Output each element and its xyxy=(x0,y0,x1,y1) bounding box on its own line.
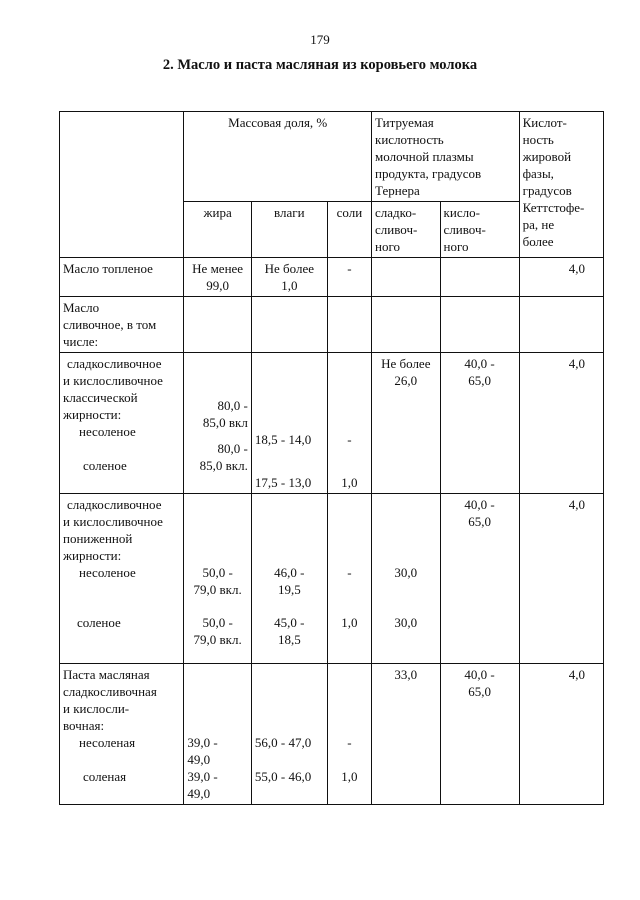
cell-salt xyxy=(327,664,371,805)
row-label-line: сладкосливочное xyxy=(67,497,162,512)
cell-moisture xyxy=(251,664,327,805)
cell-text: 85,0 вкл. xyxy=(199,458,248,473)
fat-acidity-line: более xyxy=(522,234,554,249)
unsalted-label: несоленое xyxy=(79,424,136,439)
cell-text: - xyxy=(347,261,352,276)
cell-fat xyxy=(184,353,251,494)
fat-acidity-line: Кеттстофе- xyxy=(522,200,585,215)
cell-text: 30,0 xyxy=(394,565,418,580)
cell-text: 1,0 xyxy=(281,278,298,293)
cell-text: 99,0 xyxy=(206,278,229,293)
mass-fraction-header xyxy=(184,112,372,202)
cell-text: Не более xyxy=(264,261,314,276)
cell-fat-acidity xyxy=(519,664,603,805)
salt-header xyxy=(327,202,371,258)
cell-text: 40,0 - xyxy=(464,497,495,512)
row-label-line: жирности: xyxy=(63,548,122,563)
table-row xyxy=(60,664,604,805)
cell-sour xyxy=(440,258,519,297)
cell-text: Не менее xyxy=(192,261,244,276)
cell-text: 49,0 xyxy=(187,752,211,767)
empty-header-cell xyxy=(60,112,184,258)
cell-text: 1,0 xyxy=(341,615,358,630)
table-row xyxy=(60,258,604,297)
row-label xyxy=(60,258,184,297)
table-row xyxy=(60,353,604,494)
row-label xyxy=(60,353,184,494)
sweet-cream-header xyxy=(372,202,441,258)
cell-text: 17,5 - 13,0 xyxy=(254,475,312,490)
sweet-cream-line: ного xyxy=(375,239,400,254)
cell-salt xyxy=(327,353,371,494)
cell-moisture xyxy=(251,258,327,297)
cell-salt xyxy=(327,258,371,297)
fat-label: жира xyxy=(203,205,232,220)
empty-cell xyxy=(440,297,519,353)
cell-text: 65,0 xyxy=(468,514,491,529)
fat-acidity-line: ра, не xyxy=(522,217,555,232)
salt-label: соли xyxy=(336,205,363,220)
sweet-cream-line: сливоч- xyxy=(375,222,418,237)
table-row xyxy=(60,494,604,664)
cell-text: 19,5 xyxy=(277,582,301,597)
plasma-acidity-line: Титруемая xyxy=(375,115,434,130)
plasma-acidity-line: молочной плазмы xyxy=(375,149,474,164)
cell-text: 50,0 - xyxy=(202,565,233,580)
cell-text: 4,0 xyxy=(568,261,585,276)
row-label-line: и кислосли- xyxy=(63,701,130,716)
page-number: 179 xyxy=(310,32,330,47)
plasma-acidity-header xyxy=(372,112,520,202)
cell-text: - xyxy=(347,432,352,447)
cell-text: 79,0 вкл. xyxy=(193,632,242,647)
sour-cream-line: кисло- xyxy=(443,205,480,220)
row-label-line: классической xyxy=(63,390,138,405)
cell-text: 56,0 - 47,0 xyxy=(254,735,312,750)
group-label-line: Масло xyxy=(63,300,100,315)
cell-sour xyxy=(440,353,519,494)
fat-acidity-line: жировой xyxy=(522,149,572,164)
salted-label: соленое xyxy=(83,458,127,473)
cell-text: 65,0 xyxy=(468,684,491,699)
row-label-line: сладкосливочное xyxy=(67,356,162,371)
sour-cream-line: ного xyxy=(443,239,469,254)
salted-label: соленое xyxy=(77,615,121,630)
cell-text: 18,5 - 14,0 xyxy=(254,432,312,447)
row-label-line: вочная: xyxy=(63,718,105,733)
plasma-acidity-line: Тернера xyxy=(375,183,420,198)
empty-cell xyxy=(251,297,327,353)
row-label-line: пониженной xyxy=(63,531,133,546)
cell-text: 4,0 xyxy=(568,497,585,512)
cell-text: 40,0 - xyxy=(464,667,495,682)
unsalted-label: несоленое xyxy=(79,565,136,580)
cell-text: - xyxy=(347,735,352,750)
cell-fat xyxy=(184,258,251,297)
row-label-line: сладкосливочная xyxy=(63,684,157,699)
cell-moisture xyxy=(251,494,327,664)
cell-sweet xyxy=(372,258,441,297)
cell-text: 40,0 - xyxy=(464,356,495,371)
sour-cream-line: сливоч- xyxy=(443,222,486,237)
cell-sweet xyxy=(372,494,441,664)
sweet-cream-line: сладко- xyxy=(375,205,417,220)
unsalted-label: несоленая xyxy=(79,735,136,750)
mass-fraction-label: Массовая доля, % xyxy=(228,115,328,130)
header-row-1 xyxy=(60,112,604,202)
moisture-label: влаги xyxy=(274,205,305,220)
cell-text: 4,0 xyxy=(568,667,585,682)
row-label xyxy=(60,297,184,353)
cell-text: 30,0 xyxy=(394,615,418,630)
cell-text: 80,0 - xyxy=(217,398,248,413)
cell-text: 39,0 - xyxy=(187,769,218,784)
cell-text: 50,0 - xyxy=(202,615,233,630)
fat-acidity-line: Кислот- xyxy=(522,115,567,130)
row-label-line: жирности: xyxy=(63,407,122,422)
group-label-line: числе: xyxy=(63,334,99,349)
cell-text: - xyxy=(347,565,352,580)
fat-phase-acidity-header xyxy=(519,112,603,258)
section-title: 2. Масло и паста масляная из коровьего молока xyxy=(162,57,478,73)
salted-label: соленая xyxy=(83,769,127,784)
cell-sour xyxy=(440,664,519,805)
cell-text: 79,0 вкл. xyxy=(193,582,242,597)
row-label-line: и кислосливочное xyxy=(63,373,163,388)
row-label xyxy=(60,494,184,664)
plasma-acidity-line: продукта, градусов xyxy=(375,166,482,181)
cell-text: 65,0 xyxy=(468,373,491,388)
empty-cell xyxy=(184,297,251,353)
cell-text: 1,0 xyxy=(341,475,358,490)
row-label xyxy=(60,664,184,805)
cell-text: 18,5 xyxy=(277,632,301,647)
cell-salt xyxy=(327,494,371,664)
fat-acidity-line: ность xyxy=(522,132,554,147)
cell-sweet xyxy=(372,353,441,494)
cell-moisture xyxy=(251,353,327,494)
group-label-line: сливочное, в том xyxy=(63,317,157,332)
ghee-label: Масло топленое xyxy=(63,261,153,276)
cell-text: 49,0 xyxy=(187,786,211,801)
cell-text: 1,0 xyxy=(341,769,358,784)
cell-sour xyxy=(440,494,519,664)
table-row xyxy=(60,297,604,353)
sour-cream-header xyxy=(440,202,519,258)
cell-text: 85,0 вкл xyxy=(202,415,248,430)
empty-cell xyxy=(519,297,603,353)
cell-fat xyxy=(184,494,251,664)
row-label-line: и кислосливочное xyxy=(63,514,163,529)
cell-text: 26,0 xyxy=(394,373,418,388)
cell-text: 46,0 - xyxy=(274,565,305,580)
empty-cell xyxy=(327,297,371,353)
cell-text: 33,0 xyxy=(394,667,418,682)
moisture-header xyxy=(251,202,327,258)
cell-fat-acidity xyxy=(519,494,603,664)
cell-text: 45,0 - xyxy=(274,615,305,630)
cell-text: 4,0 xyxy=(568,356,585,371)
cell-text: 39,0 - xyxy=(187,735,218,750)
cell-fat xyxy=(184,664,251,805)
fat-acidity-line: градусов xyxy=(522,183,572,198)
butter-table xyxy=(59,111,604,805)
cell-text: 80,0 - xyxy=(217,441,248,456)
cell-fat-acidity xyxy=(519,353,603,494)
cell-sweet xyxy=(372,664,441,805)
fat-acidity-line: фазы, xyxy=(522,166,554,181)
plasma-acidity-line: кислотность xyxy=(375,132,444,147)
cell-fat-acidity xyxy=(519,258,603,297)
row-label-line: Паста масляная xyxy=(63,667,150,682)
empty-cell xyxy=(372,297,441,353)
fat-header xyxy=(184,202,251,258)
cell-text: Не более xyxy=(381,356,431,371)
cell-text: 55,0 - 46,0 xyxy=(254,769,312,784)
